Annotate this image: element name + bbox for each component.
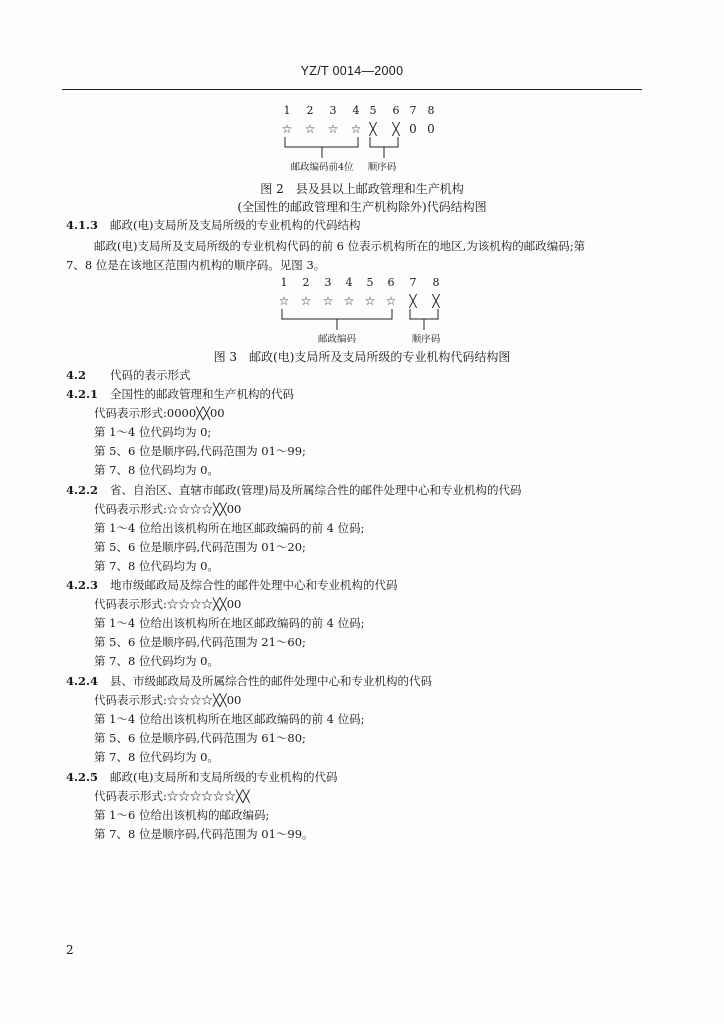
figure-2-position-digit: 5	[369, 104, 377, 117]
section-number: 4.2.2	[66, 483, 99, 497]
section-4-2-3-line: 第 1～4 位给出该机构所在地区邮政编码的前 4 位码;	[94, 616, 365, 630]
section-4-1-3-para-line-1: 邮政(电)支局所及支局所级的专业机构代码的前 6 位表示机构所在的地区,为该机构的邮政编码;第	[94, 239, 586, 253]
figure-2-position-digit: 3	[329, 104, 337, 117]
section-title: 邮政(电)支局所和支局所级的专业机构的代码	[110, 770, 338, 784]
section-4-2-5-line: 第 7、8 位是顺序码,代码范围为 01～99。	[94, 827, 314, 841]
figure-3-position-digit: 8	[432, 276, 440, 289]
figure-3-position-digit: 1	[280, 276, 288, 289]
section-4-2-1-line: 第 7、8 位代码均为 0。	[94, 463, 219, 477]
figure-3-label-right: 顺序码	[411, 334, 441, 345]
figure-3-code-symbol: ☆	[278, 294, 290, 308]
section-4-2-5-line: 第 1～6 位给出该机构的邮政编码;	[94, 808, 270, 822]
figure-2-code-symbol: ☆	[350, 122, 362, 136]
section-number: 4.2.5	[66, 770, 99, 784]
figure-2-position-digit: 1	[283, 104, 291, 117]
section-4-2-4-line: 第 1～4 位给出该机构所在地区邮政编码的前 4 位码;	[94, 712, 365, 726]
section-4-2-2-line: 代码表示形式:☆☆☆☆╳╳00	[94, 502, 242, 516]
figure-2-diagram	[0, 100, 724, 180]
section-number: 4.2	[66, 368, 87, 382]
section-4-2-4-line: 代码表示形式:☆☆☆☆╳╳00	[94, 693, 242, 707]
figure-3-caption: 图 3 邮政(电)支局所及支局所级的专业机构代码结构图	[213, 350, 511, 364]
section-title: 县、市级邮政局及所属综合性的邮件处理中心和专业机构的代码	[110, 674, 432, 688]
figure-2-code-symbol: ╳	[369, 122, 377, 136]
figure-2-position-digit: 2	[306, 104, 314, 117]
figure-3-label-left: 邮政编码	[317, 334, 357, 345]
figure-3-position-digit: 7	[409, 276, 417, 289]
section-number: 4.1.3	[66, 218, 99, 232]
figure-2-caption-line-2: (全国性的邮政管理和生产机构除外)代码结构图	[237, 200, 487, 214]
figure-2-code-symbol: ☆	[327, 122, 339, 136]
section-4-1-3-heading	[66, 217, 360, 233]
section-number: 4.2.4	[66, 674, 99, 688]
section-4-2-3-heading	[66, 577, 398, 593]
section-4-2-3-line: 第 5、6 位是顺序码,代码范围为 21～60;	[94, 635, 306, 649]
figure-2-bracket-left	[285, 137, 358, 147]
figure-2-code-symbol: ☆	[304, 122, 316, 136]
figure-3-code-symbol: ☆	[385, 294, 397, 308]
section-4-2-1-line: 代码表示形式:0000╳╳00	[94, 406, 225, 420]
section-4-2-5-heading	[66, 769, 337, 785]
section-title: 省、自治区、直辖市邮政(管理)局及所属综合性的邮件处理中心和专业机构的代码	[110, 483, 522, 497]
figure-3-code-symbol: ☆	[300, 294, 312, 308]
figure-2-position-digit: 7	[409, 104, 417, 117]
section-4-2-2-heading	[66, 482, 521, 498]
figure-3-position-digit: 5	[366, 276, 374, 289]
figure-3-code-symbol: ╳	[409, 294, 417, 308]
figure-3-code-symbol: ☆	[322, 294, 334, 308]
figure-2-position-digit: 4	[352, 104, 360, 117]
section-4-2-1-line: 第 5、6 位是顺序码,代码范围为 01～99;	[94, 444, 306, 458]
figure-3-position-digit: 6	[387, 276, 395, 289]
figure-3-diagram	[0, 272, 724, 352]
section-4-2-3-line: 第 7、8 位代码均为 0。	[94, 654, 219, 668]
section-4-2-4-line: 第 5、6 位是顺序码,代码范围为 61～80;	[94, 731, 306, 745]
section-title: 地市级邮政局及综合性的邮件处理中心和专业机构的代码	[110, 578, 398, 592]
figure-3-bracket-right	[410, 309, 438, 319]
figure-3-position-digit: 3	[324, 276, 332, 289]
figure-2-code-symbol: ☆	[281, 122, 293, 136]
figure-2-position-digit: 8	[427, 104, 435, 117]
figure-2-code-symbol: ╳	[392, 122, 400, 136]
figure-2-label-right: 顺序码	[367, 162, 397, 173]
section-number: 4.2.1	[66, 387, 99, 401]
section-4-2-heading	[66, 367, 191, 383]
figure-2-position-digit: 6	[392, 104, 400, 117]
section-title: 代码的表示形式	[110, 368, 191, 382]
section-4-2-4-line: 第 7、8 位代码均为 0。	[94, 750, 219, 764]
figure-3-position-digit: 4	[345, 276, 353, 289]
section-4-2-2-line: 第 1～4 位给出该机构所在地区邮政编码的前 4 位码;	[94, 521, 365, 535]
figure-3-position-digit: 2	[302, 276, 310, 289]
figure-3-bracket-left	[282, 309, 392, 319]
figure-2-code-symbol: 0	[409, 122, 417, 136]
figure-3-code-symbol: ╳	[432, 294, 440, 308]
figure-2-label-left: 邮政编码前4位	[290, 162, 354, 173]
figure-2-code-symbol: 0	[427, 122, 435, 136]
figure-3-code-symbol: ☆	[343, 294, 355, 308]
section-title: 邮政(电)支局所及支局所级的专业机构的代码结构	[110, 218, 361, 232]
section-4-2-2-line: 第 5、6 位是顺序码,代码范围为 01～20;	[94, 540, 306, 554]
section-number: 4.2.3	[66, 578, 99, 592]
section-4-2-1-heading	[66, 386, 294, 402]
page-number: 2	[66, 943, 74, 957]
document-standard-id: YZ/T 0014—2000	[300, 64, 404, 78]
section-title: 全国性的邮政管理和生产机构的代码	[110, 387, 294, 401]
section-4-2-2-line: 第 7、8 位代码均为 0。	[94, 559, 219, 573]
header-rule	[62, 89, 642, 90]
figure-2-caption-line-1: 图 2 县及县以上邮政管理和生产机构	[260, 182, 464, 196]
section-4-2-4-heading	[66, 673, 432, 689]
figure-2-bracket-right	[370, 137, 398, 147]
figure-3-code-symbol: ☆	[364, 294, 376, 308]
section-4-2-3-line: 代码表示形式:☆☆☆☆╳╳00	[94, 597, 242, 611]
section-4-1-3-para-line-2: 7、8 位是在该地区范围内机构的顺序码。见图 3。	[66, 258, 326, 272]
section-4-2-1-line: 第 1～4 位代码均为 0;	[94, 425, 212, 439]
section-4-2-5-line: 代码表示形式:☆☆☆☆☆☆╳╳	[94, 789, 250, 803]
